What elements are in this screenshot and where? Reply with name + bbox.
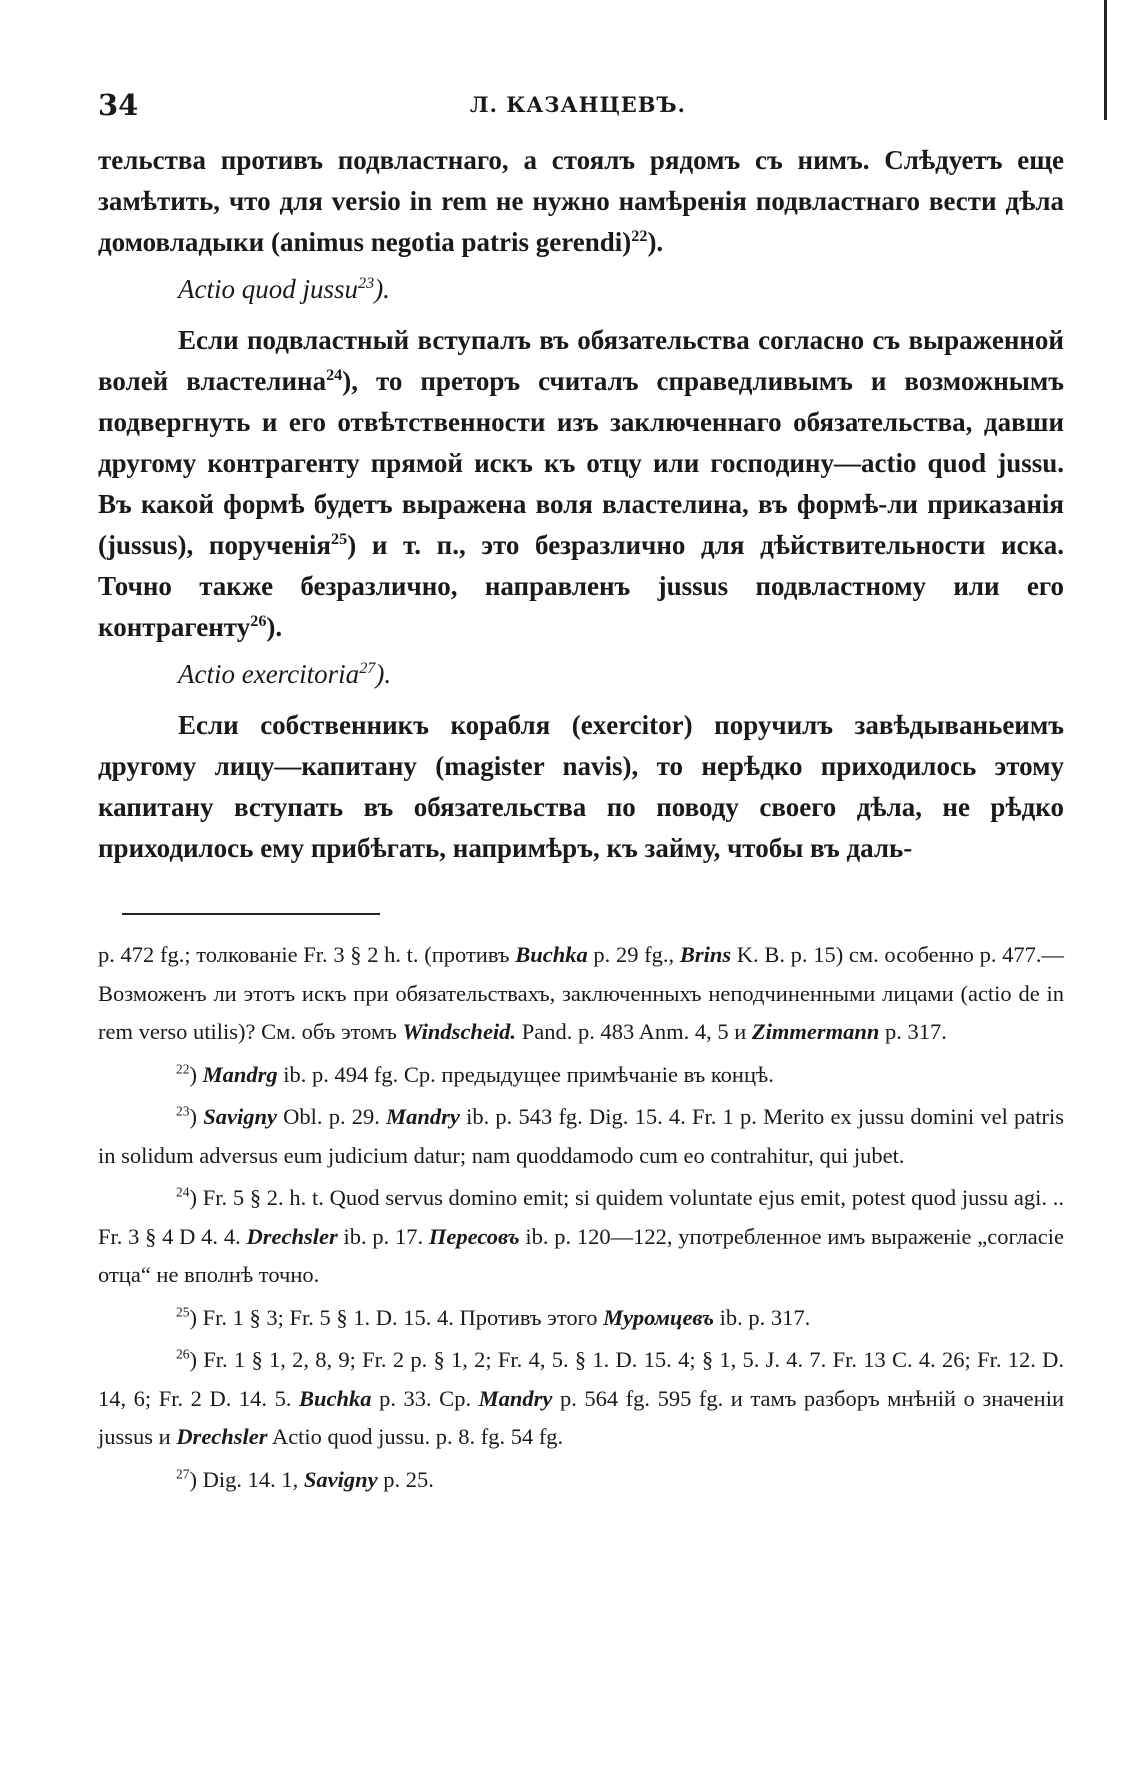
running-title: Л. КАЗАНЦЕВЪ. [470, 92, 686, 117]
page-number: 34 [98, 88, 139, 122]
paragraph-quod-jussu: Если подвластный вступалъ въ обязательства согласно съ выраженной волей властелина$^{24}$), то преторъ считалъ справедливымъ и возможнымъ подвергнуть и его отвѣтственности изъ заключеннаго обязательства, давши другому контрагенту прямой искъ къ отцу или господину—actio quod jussu. Въ какой формѣ будетъ выражена воля властелина, въ формѣ-ли приказанія (jussus), порученія$^{25}$) и т. п., это безразлично для дѣйствительности иска. Точно также безразлично, направленъ jussus подвластному или его контрагенту$^{26}$). [98, 325, 1064, 642]
footnote-27: $^{27}$) Dig. 14. 1, Savigny p. 25. [176, 1466, 434, 1492]
footnote-separator [122, 913, 380, 915]
page-edge-line [1104, 0, 1107, 120]
paragraph-exercitoria: Если собственникъ корабля (exercitor) поручилъ завѣдываньеимъ другому лицу—капитану (magister navis), то нерѣдко приходилось этому капитану вступать въ обязательства по поводу своего дѣла, не рѣдко приходилось ему прибѣгать, напримѣръ, къ займу, чтобы въ даль- [98, 710, 1064, 863]
footnote-22: $^{22}$) Mandrg ib. p. 494 fg. Ср. предыдущее примѣчаніе въ концѣ. [176, 1061, 774, 1087]
paragraph-continuation: тельства противъ подвластнаго, а стоялъ рядомъ съ нимъ. Слѣдуетъ еще замѣтить, что для versio in rem не нужно намѣренія подвластнаго вести дѣла домовладыки (animus negotia patris gerendi)$^{22}$). [98, 145, 1064, 257]
section-heading-quod-jussu: Actio quod jussu$^{23}$). [178, 274, 390, 304]
footnotes [98, 936, 1064, 1499]
section-heading-exercitoria: Actio exercitoria$^{27}$). [178, 659, 392, 689]
footnote-ref-26[interactable]: 26 [250, 612, 267, 630]
footnote-ref-22[interactable]: 22 [631, 227, 648, 245]
footnote-continuation: p. 472 fg.; толкованіе Fr. 3 § 2 h. t. (противъ Buchka p. 29 fg., Brins K. B. p. 15) см. особенно p. 477.—Возможенъ ли этотъ искъ при обязательствахъ, заключенныхъ неподчиненными лицами (actio de in rem verso utilis)? См. объ этомъ Windscheid. Pand. p. 483 Anm. 4, 5 и Zimmermann p. 317. [98, 942, 1065, 1044]
main-text [98, 140, 1064, 869]
footnote-25: $^{25}$) Fr. 1 § 3; Fr. 5 § 1. D. 15. 4. Противъ этого Муромцевъ ib. p. 317. [176, 1304, 811, 1330]
footnote-ref-24[interactable]: 24 [326, 366, 343, 384]
footnote-26: $^{26}$) Fr. 1 § 1, 2, 8, 9; Fr. 2 p. § 1, 2; Fr. 4, 5. § 1. D. 15. 4; § 1, 5. J. 4. 7. Fr. 13 C. 4. 26; Fr. 12. D. 14, 6; Fr. 2 D. 14. 5. Buchka p. 33. Ср. Mandry p. 564 fg. 595 fg. и тамъ разборъ мнѣній о значеніи jussus и Drechsler Actio quod jussu. p. 8. fg. 54 fg. [98, 1346, 1065, 1449]
footnote-23: $^{23}$) Savigny Obl. p. 29. Mandry ib. p. 543 fg. Dig. 15. 4. Fr. 1 p. Merito ex jussu domini vel patris in solidum adversus eum judicium datur; nam quoddamodo cum eo contrahitur, qui jubet. [98, 1103, 1065, 1168]
footnote-ref-25[interactable]: 25 [331, 530, 348, 548]
footnote-24: $^{24}$) Fr. 5 § 2. h. t. Quod servus domino emit; si quidem voluntate ejus emit, potest quod jussu agi. .. Fr. 3 § 4 D 4. 4. Drechsler ib. p. 17. Пересовъ ib. p. 120—122, употребленное имъ выраженіе „согласіе отца“ не вполнѣ точно. [98, 1184, 1064, 1287]
footnote-ref-23[interactable]: 23 [358, 274, 375, 292]
footnote-ref-27[interactable]: 27 [359, 659, 376, 677]
